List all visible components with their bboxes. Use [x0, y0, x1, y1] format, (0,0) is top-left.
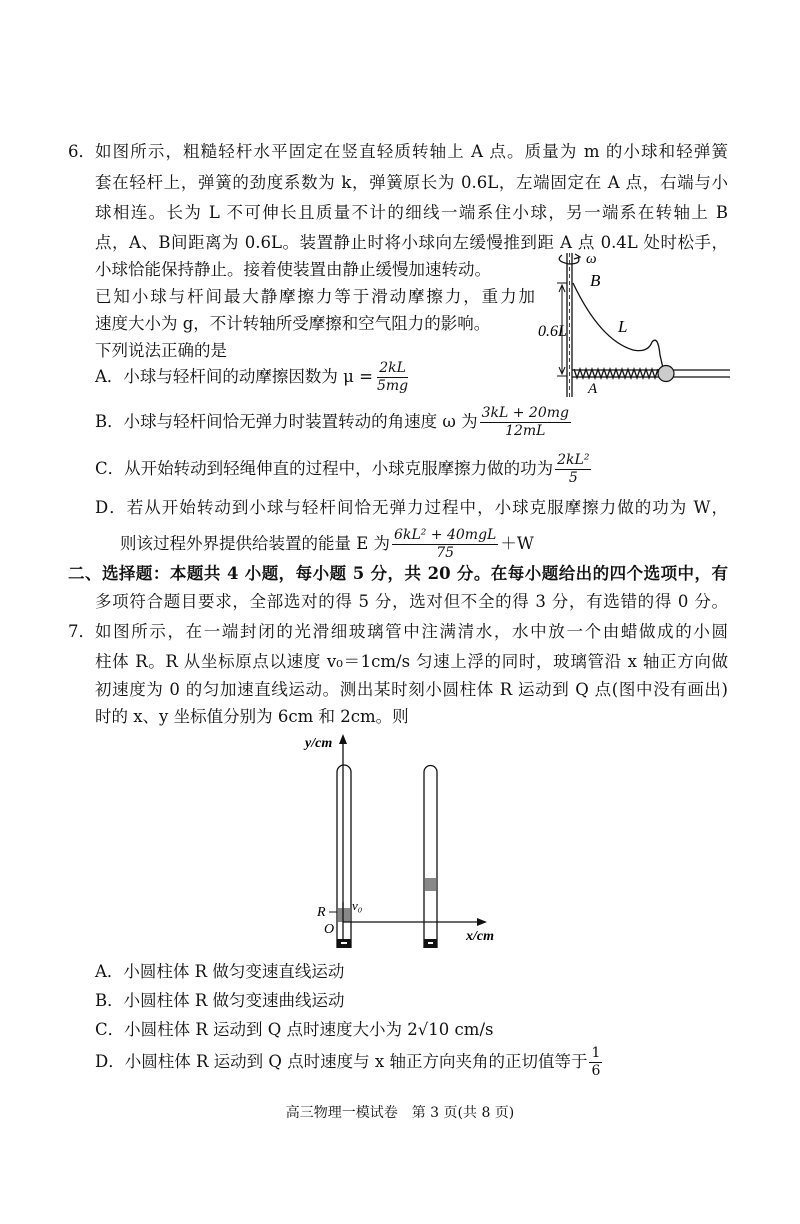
fraction: $\frac{2kL}{5mg}$ [376, 360, 409, 394]
q6-option-b: B．小球与轻杆间恰无弹力时装置转动的角速度 ω 为 $\frac{3kL + 20mg}{12mL}$ [95, 405, 569, 439]
q7-option-b: B．小圆柱体 R 做匀变速曲线运动 [95, 991, 345, 1010]
q6-line: 已知小球与杆间最大静摩擦力等于滑动摩擦力，重力加 [95, 287, 535, 306]
fraction: $\frac{\text{2kL²}}{5}$ [557, 452, 590, 486]
q6-line: 套在轻杆上，弹簧的劲度系数为 k，弹簧原长为 0.6L，左端固定在 A 点，右端与小 [95, 173, 728, 192]
section-instructions: 多项符合题目要求，全部选对的得 5 分，选对但不全的得 3 分，有选错的得 0 分。 [95, 592, 728, 611]
q6-option-c: C．从开始转动到轻绳伸直的过程中，小球克服摩擦力做的功为 $\frac{\text{2kL²}}{5}$ [95, 452, 590, 486]
q6-line: 下列说法正确的是 [95, 341, 227, 360]
fraction: $\frac{1}{6}$ [591, 1045, 601, 1079]
fraction: $\frac{\text{6kL² + 40mgL}}{75}$ [394, 527, 497, 561]
page-footer: 高三物理一模试卷 第 3 页(共 8 页) [285, 1105, 515, 1121]
point-a-label: A [588, 381, 598, 397]
q6-line: 球相连。长为 L 不可伸长且质量不计的细线一端系住小球，另一端系在转轴上 B [95, 203, 728, 222]
q6-option-d-cont: 则该过程外界提供给装置的能量 E 为 $\frac{\text{6kL² + 40mgL}}{75}$ ＋W [120, 527, 534, 561]
origin-label: O [324, 922, 335, 937]
fraction: $\frac{3kL + 20mg}{12mL}$ [481, 405, 569, 439]
q6-line: 小球恰能保持静止。接着使装置由静止缓慢加速转动。 [95, 260, 491, 279]
distance-label: 0.6L [538, 323, 567, 340]
q7-option-c: C．小圆柱体 R 运动到 Q 点时速度大小为 2√10 cm/s [95, 1020, 494, 1039]
q6-option-a: A．小球与轻杆间的动摩擦因数为 μ = $\frac{2kL}{5mg}$ [95, 360, 409, 394]
v0-label: v₀ [352, 898, 363, 913]
q6-number: 6． [68, 142, 95, 161]
y-axis-label: y/cm [305, 736, 333, 751]
q6-line: 如图所示，粗糙轻杆水平固定在竖直轻质转轴上 A 点。质量为 m 的小球和轻弹簧 [95, 142, 728, 161]
q7-option-a: A．小圆柱体 R 做匀变速直线运动 [95, 962, 345, 981]
r-label: R [317, 905, 326, 920]
q7-line: 柱体 R。R 从坐标原点以速度 v₀＝1cm/s 匀速上浮的同时，玻璃管沿 x 轴正方向做 [95, 652, 728, 671]
rope-label: L [618, 317, 628, 336]
q6-option-d: D．若从开始转动到小球与轻杆间恰无弹力过程中，小球克服摩擦力做的功为 W， [95, 498, 728, 517]
omega-label: ω [586, 251, 597, 267]
q7-line: 如图所示，在一端封闭的光滑细玻璃管中注满清水，水中放一个由蜡做成的小圆 [95, 622, 728, 641]
point-b-label: B [590, 271, 601, 290]
q6-line: 速度大小为 g，不计转轴所受摩擦和空气阻力的影响。 [95, 314, 491, 333]
q7-glass-tube-diagram [300, 730, 520, 960]
q7-option-d: D．小圆柱体 R 运动到 Q 点时速度与 x 轴正方向夹角的正切值等于 $\frac{1}{6}$ [95, 1045, 601, 1079]
q7-line: 初速度为 0 的匀加速直线运动。测出某时刻小圆柱体 R 运动到 Q 点(图中没有画出) [95, 680, 728, 699]
q7-number: 7． [68, 622, 95, 641]
q6-line: 点，A、B间距离为 0.6L。装置静止时将小球向左缓慢推到距 A 点 0.4L 处时松手， [95, 233, 728, 252]
x-axis-label: x/cm [466, 929, 494, 944]
section-heading: 二、选择题：本题共 4 小题，每小题 5 分，共 20 分。在每小题给出的四个选项中，有 [68, 564, 728, 583]
q6-rotating-rod-diagram [520, 245, 735, 400]
q7-line: 时的 x、y 坐标值分别为 6cm 和 2cm。则 [95, 707, 409, 726]
